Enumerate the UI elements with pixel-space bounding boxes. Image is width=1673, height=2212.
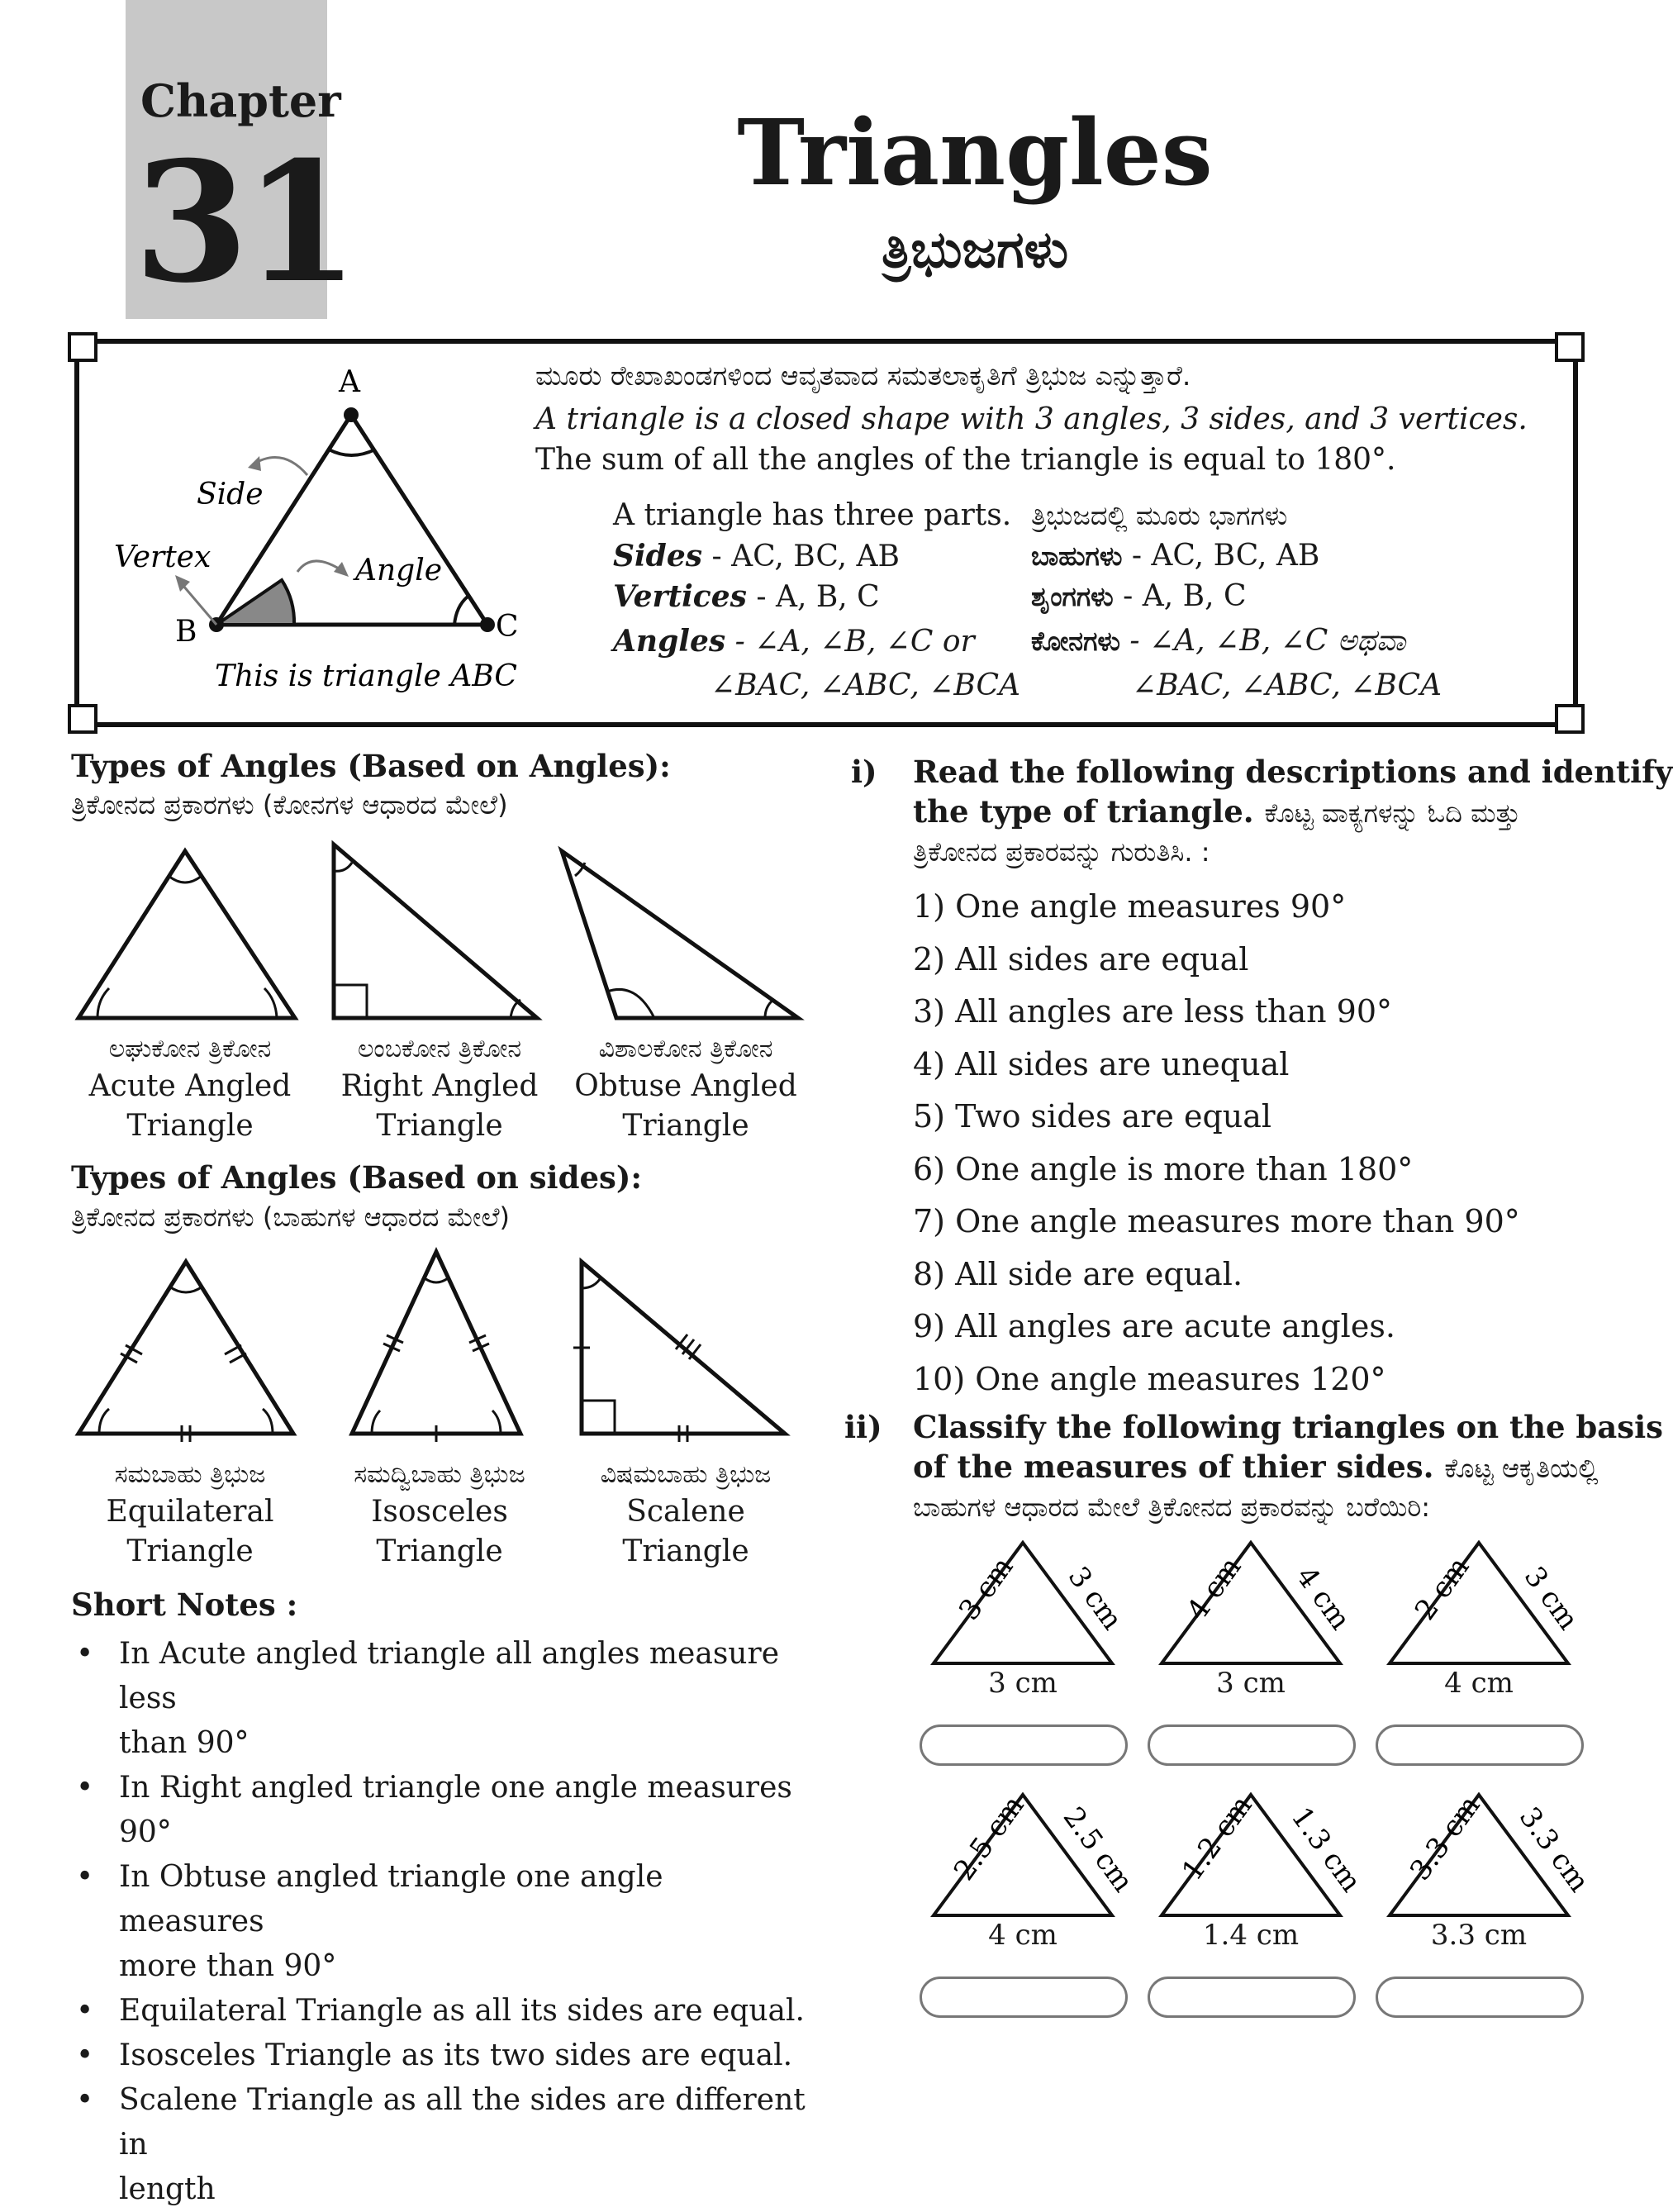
acute-caption-kn: ಲಘುಕೋನ ತ್ರಿಕೋನ bbox=[108, 1035, 272, 1063]
answer-box[interactable] bbox=[1376, 1977, 1584, 2018]
angle-arrow-head bbox=[334, 562, 349, 577]
obtuse-caption bbox=[545, 1033, 826, 1147]
q2-side-right: 4 cm bbox=[1289, 1560, 1357, 1637]
q1-item: 7) One angle measures more than 90° bbox=[913, 1203, 1520, 1239]
acute-arc-left bbox=[97, 988, 109, 1018]
note-item: • In Acute angled triangle all angles measure less than 90° bbox=[76, 1637, 779, 1760]
label-side: Side bbox=[197, 478, 264, 511]
right-triangle bbox=[334, 844, 537, 1018]
right-caption bbox=[307, 1033, 572, 1147]
note-item: • Equilateral Triangle as all its sides are equal. bbox=[76, 1994, 805, 2028]
q2-base-label: 4 cm bbox=[988, 1919, 1058, 1952]
equilateral-caption bbox=[58, 1458, 322, 1572]
q1-item: 9) All angles are acute angles. bbox=[913, 1308, 1395, 1344]
q1-item: 4) All sides are unequal bbox=[913, 1045, 1290, 1082]
equilateral-caption-line1: Equilateral bbox=[106, 1494, 274, 1529]
vertices-label: Vertices bbox=[613, 579, 747, 614]
acute-triangle bbox=[78, 851, 295, 1018]
q2-line1: Classify the following triangles on the basis bbox=[913, 1409, 1663, 1445]
sides-label-kn: ಬಾಹುಗಳು bbox=[1031, 540, 1123, 572]
acute-arc-right bbox=[264, 988, 277, 1018]
angle-types-figures bbox=[66, 843, 826, 1033]
acute-caption-line2: Triangle bbox=[126, 1109, 254, 1144]
isosceles-caption-line2: Triangle bbox=[376, 1534, 503, 1569]
side-arrow-head bbox=[248, 456, 261, 471]
isosceles-triangle bbox=[352, 1252, 520, 1434]
answer-box[interactable] bbox=[1148, 1724, 1356, 1766]
equilateral-triangle bbox=[78, 1262, 293, 1434]
acute-caption-line1: Acute Angled bbox=[88, 1068, 292, 1103]
q1-item: 3) All angles are less than 90° bbox=[913, 993, 1393, 1030]
vertex-c-dot bbox=[480, 617, 495, 632]
right-caption-kn: ಲಂಬಕೋನ ತ್ರಿಕೋನ bbox=[357, 1035, 522, 1063]
q2-side-left: 4 cm bbox=[1180, 1551, 1248, 1627]
acute-arc-top bbox=[169, 876, 202, 882]
q2-side-right: 1.3 cm bbox=[1284, 1801, 1368, 1899]
types-sides-heading-kn: ತ್ರಿಕೋನದ ಪ್ರಕಾರಗಳು (ಬಾಹುಗಳ ಆಧಾರದ ಮೇಲೆ) bbox=[71, 1201, 510, 1233]
label-vertex: Vertex bbox=[114, 540, 212, 574]
intro-definition-kn: ಮೂರು ರೇಖಾಖಂಡಗಳಿಂದ ಆವೃತವಾದ ಸಮತಲಾಕೃತಿಗೆ ತ್ರಿಭುಜ ಎನ್ನುತ್ತಾರೆ. bbox=[535, 359, 1191, 392]
label-b: B bbox=[175, 615, 197, 649]
sides-label: Sides bbox=[613, 539, 703, 573]
q2-base-label: 3.3 cm bbox=[1430, 1919, 1528, 1952]
equilateral-caption-kn: ಸಮಬಾಹು ತ್ರಿಭುಜ bbox=[114, 1460, 266, 1489]
q1-item: 8) All side are equal. bbox=[913, 1255, 1243, 1292]
equilateral-caption-line2: Triangle bbox=[126, 1534, 254, 1569]
triangle-abc-diagram bbox=[99, 355, 529, 702]
angle-c-arc bbox=[454, 597, 468, 625]
angles-alt-kn: ∠BAC, ∠ABC, ∠BCA bbox=[1132, 668, 1442, 702]
label-c: C bbox=[496, 610, 519, 644]
intro-angle-sum: The sum of all the angles of the triangle is equal to 180°. bbox=[535, 443, 1396, 477]
frame-corner bbox=[68, 704, 97, 734]
types-angles-heading-kn: ತ್ರಿಕೋನದ ಪ್ರಕಾರಗಳು (ಕೋನಗಳ ಆಧಾರದ ಮೇಲೆ) bbox=[71, 789, 508, 821]
q2-base-label: 3 cm bbox=[1216, 1667, 1286, 1700]
scalene-triangle bbox=[582, 1262, 785, 1434]
diagram-caption: This is triangle ABC bbox=[215, 659, 517, 693]
q2-side-right: 3.3 cm bbox=[1512, 1801, 1596, 1899]
answer-box[interactable] bbox=[920, 1977, 1128, 2018]
scalene-caption-kn: ವಿಷಮಬಾಹು ತ್ರಿಭುಜ bbox=[600, 1460, 772, 1489]
right-caption-line1: Right Angled bbox=[340, 1068, 539, 1103]
q1-line3-kn: ತ್ರಿಕೋನದ ಪ್ರಕಾರವನ್ನು ಗುರುತಿಸಿ. : bbox=[913, 836, 1210, 868]
frame-corner bbox=[1555, 332, 1585, 362]
angle-a-arc bbox=[329, 450, 375, 455]
obtuse-caption-line2: Triangle bbox=[622, 1109, 749, 1144]
angle-b-shade bbox=[216, 580, 294, 625]
q2-number: ii) bbox=[844, 1409, 882, 1445]
q1-line1: Read the following descriptions and identify bbox=[913, 754, 1673, 790]
side-types-figures bbox=[66, 1252, 826, 1442]
q2-line2-kn: ಕೊಟ್ಟ ಆಕೃತಿಯಲ್ಲಿ bbox=[1444, 1453, 1599, 1484]
q1-line2: the type of triangle. bbox=[913, 793, 1265, 830]
isosceles-caption bbox=[307, 1458, 572, 1572]
page-title-kn: ತ್ರಿಭುಜಗಳು bbox=[881, 219, 1069, 279]
q2-base-label: 4 cm bbox=[1444, 1667, 1514, 1700]
obtuse-arc-right bbox=[765, 1000, 773, 1018]
q1-item: 1) One angle measures 90° bbox=[913, 888, 1347, 925]
angles-value: - ∠A, ∠B, ∠C or bbox=[725, 625, 975, 659]
q2-side-left: 3.3 cm bbox=[1403, 1789, 1487, 1887]
vertices-label-kn: ಶೃಂಗಗಳು bbox=[1031, 581, 1114, 612]
page-title: Triangles bbox=[737, 99, 1213, 206]
sides-value: - AC, BC, AB bbox=[702, 540, 900, 573]
scalene-caption-line2: Triangle bbox=[622, 1534, 749, 1569]
label-a: A bbox=[339, 365, 360, 399]
acute-caption bbox=[58, 1033, 322, 1147]
angles-label-kn: ಕೋನಗಳು bbox=[1031, 626, 1120, 657]
frame-corner bbox=[1555, 704, 1585, 734]
obtuse-caption-kn: ವಿಶಾಲಕೋನ ತ್ರಿಕೋನ bbox=[598, 1035, 773, 1063]
obtuse-triangle bbox=[562, 851, 798, 1018]
isosceles-caption-kn: ಸಮದ್ವಿಬಾಹು ತ್ರಿಭುಜ bbox=[354, 1460, 525, 1489]
right-angle-mark bbox=[334, 985, 367, 1018]
q1-item: 5) Two sides are equal bbox=[913, 1098, 1272, 1135]
angles-value-kn: - ∠A, ∠B, ∠C ಅಥವಾ bbox=[1119, 624, 1406, 658]
triangle-abc bbox=[216, 415, 487, 625]
q2-side-left: 3 cm bbox=[952, 1551, 1020, 1627]
q1-item: 6) One angle is more than 180° bbox=[913, 1150, 1414, 1187]
scalene-caption-line1: Scalene bbox=[626, 1494, 745, 1529]
q2-line2: of the measures of thier sides. bbox=[913, 1449, 1445, 1485]
parts-heading-kn: ತ್ರಿಭುಜದಲ್ಲಿ ಮೂರು ಭಾಗಗಳು bbox=[1031, 500, 1288, 531]
q2-side-right: 2.5 cm bbox=[1056, 1801, 1140, 1899]
vertices-value-kn: - A, B, C bbox=[1113, 579, 1247, 613]
q2-line3-kn: ಬಾಹುಗಳ ಆಧಾರದ ಮೇಲೆ ತ್ರಿಕೋನದ ಪ್ರಕಾರವನ್ನು ಬರೆಯಿರಿ: bbox=[913, 1491, 1431, 1523]
label-angle: Angle bbox=[355, 554, 443, 587]
note-item: • In Right angled triangle one angle measures 90° bbox=[76, 1771, 792, 1849]
q1-number: i) bbox=[851, 754, 877, 790]
short-notes-list bbox=[71, 1632, 815, 2212]
q1-line2-kn: ಕೊಟ್ಟ ವಾಕ್ಯಗಳನ್ನು ಓದಿ ಮತ್ತು bbox=[1264, 797, 1521, 829]
intro-definition-en: A triangle is a closed shape with 3 angles, 3 sides, and 3 vertices. bbox=[535, 402, 1528, 436]
answer-box[interactable] bbox=[1148, 1977, 1356, 2018]
types-sides-heading: Types of Angles (Based on sides): bbox=[71, 1159, 642, 1196]
q2-base-label: 3 cm bbox=[988, 1667, 1058, 1700]
scalene-caption bbox=[545, 1458, 826, 1572]
q1-list bbox=[913, 888, 1520, 1413]
types-angles-heading: Types of Angles (Based on Angles): bbox=[71, 748, 671, 784]
answer-box[interactable] bbox=[1376, 1724, 1584, 1766]
chapter-label: Chapter bbox=[140, 74, 341, 127]
q2-base-label: 1.4 cm bbox=[1202, 1919, 1300, 1952]
note-item: • Isosceles Triangle as its two sides are equal. bbox=[76, 2038, 793, 2072]
q2-side-right: 3 cm bbox=[1517, 1560, 1585, 1637]
side-arrow bbox=[253, 458, 307, 475]
chapter-number: 31 bbox=[134, 126, 354, 320]
answer-box[interactable] bbox=[920, 1724, 1128, 1766]
right-caption-line2: Triangle bbox=[376, 1109, 503, 1144]
frame-corner bbox=[68, 332, 97, 362]
note-item: • Scalene Triangle as all the sides are different in length bbox=[76, 2083, 806, 2206]
short-notes-heading: Short Notes : bbox=[71, 1586, 298, 1623]
q2-side-left: 1.2 cm bbox=[1175, 1789, 1259, 1887]
right-arc-top bbox=[334, 863, 352, 871]
note-item: • In Obtuse angled triangle one angle measures more than 90° bbox=[76, 1860, 663, 1983]
isosceles-caption-line1: Isosceles bbox=[371, 1494, 508, 1529]
q2-side-left: 2.5 cm bbox=[947, 1789, 1031, 1887]
q2-side-left: 2 cm bbox=[1408, 1551, 1476, 1627]
sides-value-kn: - AC, BC, AB bbox=[1122, 539, 1320, 573]
angles-label: Angles bbox=[613, 624, 726, 659]
q1-item: 10) One angle measures 120° bbox=[913, 1360, 1386, 1397]
q2-side-right: 3 cm bbox=[1061, 1560, 1129, 1637]
obtuse-caption-line1: Obtuse Angled bbox=[574, 1068, 797, 1103]
vertices-value: - A, B, C bbox=[746, 580, 880, 614]
angles-alt: ∠BAC, ∠ABC, ∠BCA bbox=[711, 668, 1021, 702]
vertex-a-dot bbox=[344, 407, 359, 422]
parts-heading: A triangle has three parts. bbox=[613, 498, 1012, 532]
q1-item: 2) All sides are equal bbox=[913, 940, 1249, 978]
